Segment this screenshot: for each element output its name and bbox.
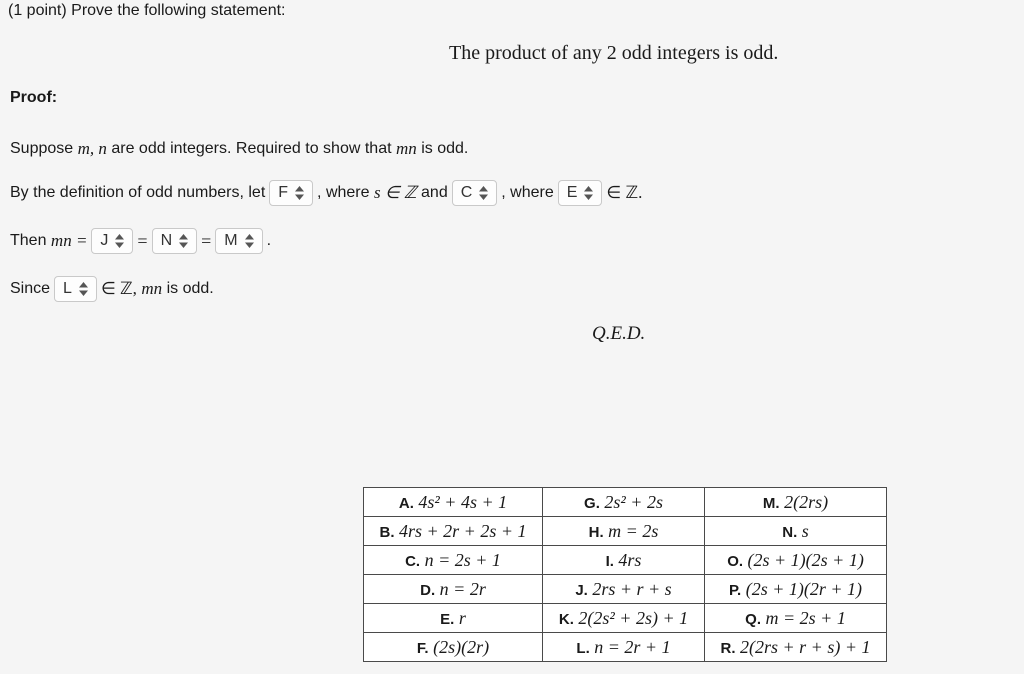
option-key: L. <box>576 639 590 657</box>
dropdown-select-3[interactable] <box>558 180 603 206</box>
option-expression: n = 2r <box>439 578 486 599</box>
option-cell <box>543 488 705 517</box>
option-expression: (2s + 1)(2s + 1) <box>747 549 864 570</box>
option-cell <box>364 546 543 575</box>
option-expression: 4s² + 4s + 1 <box>418 491 508 512</box>
equals-sign: = <box>137 230 148 251</box>
proof-label: Proof: <box>10 89 58 106</box>
stepper-arrows-icon <box>245 234 254 248</box>
option-expression: m = 2s <box>608 520 659 541</box>
option-expression: (2s + 1)(2r + 1) <box>745 578 863 599</box>
option-cell <box>543 575 705 604</box>
text: , where <box>501 184 554 201</box>
dropdown-select-4[interactable] <box>91 228 133 254</box>
selected-value: J <box>100 232 109 249</box>
text: are odd integers. Required to show that <box>111 140 392 157</box>
option-key: I. <box>605 552 614 570</box>
option-expression: n = 2s + 1 <box>424 549 501 570</box>
option-expression: 4rs + 2r + 2s + 1 <box>399 520 527 541</box>
option-cell <box>364 517 543 546</box>
option-expression: 2(2s² + 2s) + 1 <box>578 607 689 628</box>
selected-value: M <box>224 232 238 249</box>
option-key: E. <box>440 610 455 628</box>
option-cell <box>705 633 887 662</box>
selected-value: E <box>566 184 578 201</box>
text: , where <box>317 184 370 201</box>
option-key: G. <box>584 494 600 512</box>
table-row <box>364 575 887 604</box>
proof-line-4 <box>10 276 214 302</box>
table-row <box>364 546 887 575</box>
option-key: A. <box>398 494 414 512</box>
dropdown-select-6[interactable] <box>215 228 262 254</box>
text: By the definition of odd numbers, let <box>10 184 266 201</box>
dropdown-select-7[interactable] <box>54 276 97 302</box>
text: Then <box>10 232 47 249</box>
period: . <box>266 232 272 249</box>
option-key: M. <box>762 494 780 512</box>
qed: Q.E.D. <box>592 323 646 344</box>
option-expression: (2s)(2r) <box>433 636 490 657</box>
option-expression: 2(2rs) <box>784 491 829 512</box>
stepper-arrows-icon <box>584 186 593 200</box>
problem-header: (1 point) Prove the following statement: <box>8 2 286 19</box>
problem-statement: The product of any 2 odd integers is odd. <box>449 42 779 64</box>
table-row <box>364 488 887 517</box>
table-row <box>364 517 887 546</box>
option-key: H. <box>588 523 604 541</box>
option-key: D. <box>420 581 436 599</box>
answer-options-table <box>363 487 887 662</box>
stepper-arrows-icon <box>295 186 304 200</box>
text: and <box>421 184 448 201</box>
variables: m, n <box>77 139 107 158</box>
option-cell <box>705 517 887 546</box>
option-cell <box>705 488 887 517</box>
option-cell <box>705 546 887 575</box>
selected-value: N <box>160 232 173 249</box>
option-key: B. <box>379 523 395 541</box>
option-cell <box>364 633 543 662</box>
stepper-arrows-icon <box>79 282 88 296</box>
option-cell <box>543 517 705 546</box>
option-expression: 2s² + 2s <box>604 491 663 512</box>
option-expression: 2(2rs + r + s) + 1 <box>740 636 871 657</box>
option-key: C. <box>405 552 421 570</box>
text: Suppose <box>10 140 74 157</box>
proof-line-3 <box>10 228 271 254</box>
option-key: Q. <box>745 610 762 628</box>
option-key: N. <box>782 523 798 541</box>
option-cell <box>543 546 705 575</box>
expression: mn <box>141 279 163 298</box>
stepper-arrows-icon <box>179 234 188 248</box>
expression: mn = <box>50 231 88 250</box>
option-cell <box>705 575 887 604</box>
option-expression: 2rs + r + s <box>592 578 672 599</box>
option-cell <box>543 633 705 662</box>
option-expression: r <box>458 607 466 628</box>
dropdown-select-5[interactable] <box>152 228 198 254</box>
table-row <box>364 604 887 633</box>
text: is odd. <box>166 280 214 297</box>
option-key: O. <box>727 552 744 570</box>
condition: s ∈ ℤ <box>373 183 417 202</box>
option-key: P. <box>728 581 742 599</box>
option-expression: 4rs <box>618 549 642 570</box>
selected-value: C <box>460 184 473 201</box>
option-cell <box>364 604 543 633</box>
proof-line-1 <box>10 139 468 159</box>
membership: ∈ ℤ, <box>100 279 137 298</box>
stepper-arrows-icon <box>115 234 124 248</box>
option-key: R. <box>720 639 736 657</box>
target-expression: mn <box>395 139 417 158</box>
option-key: F. <box>416 639 429 657</box>
option-key: J. <box>575 581 588 599</box>
dropdown-select-2[interactable] <box>452 180 498 206</box>
membership: ∈ ℤ. <box>606 183 643 202</box>
dropdown-select-1[interactable] <box>269 180 313 206</box>
text: is odd. <box>421 140 469 157</box>
option-expression: n = 2r + 1 <box>594 636 671 657</box>
option-expression: m = 2s + 1 <box>765 607 846 628</box>
text: Since <box>10 280 51 297</box>
selected-value: L <box>63 280 72 297</box>
option-cell <box>543 604 705 633</box>
option-expression: s <box>801 520 809 541</box>
option-cell <box>364 488 543 517</box>
table-row <box>364 633 887 662</box>
stepper-arrows-icon <box>479 186 488 200</box>
option-cell <box>705 604 887 633</box>
equals-sign: = <box>201 230 212 251</box>
selected-value: F <box>278 184 289 201</box>
proof-line-2 <box>10 180 642 206</box>
option-cell <box>364 575 543 604</box>
option-key: K. <box>558 610 574 628</box>
